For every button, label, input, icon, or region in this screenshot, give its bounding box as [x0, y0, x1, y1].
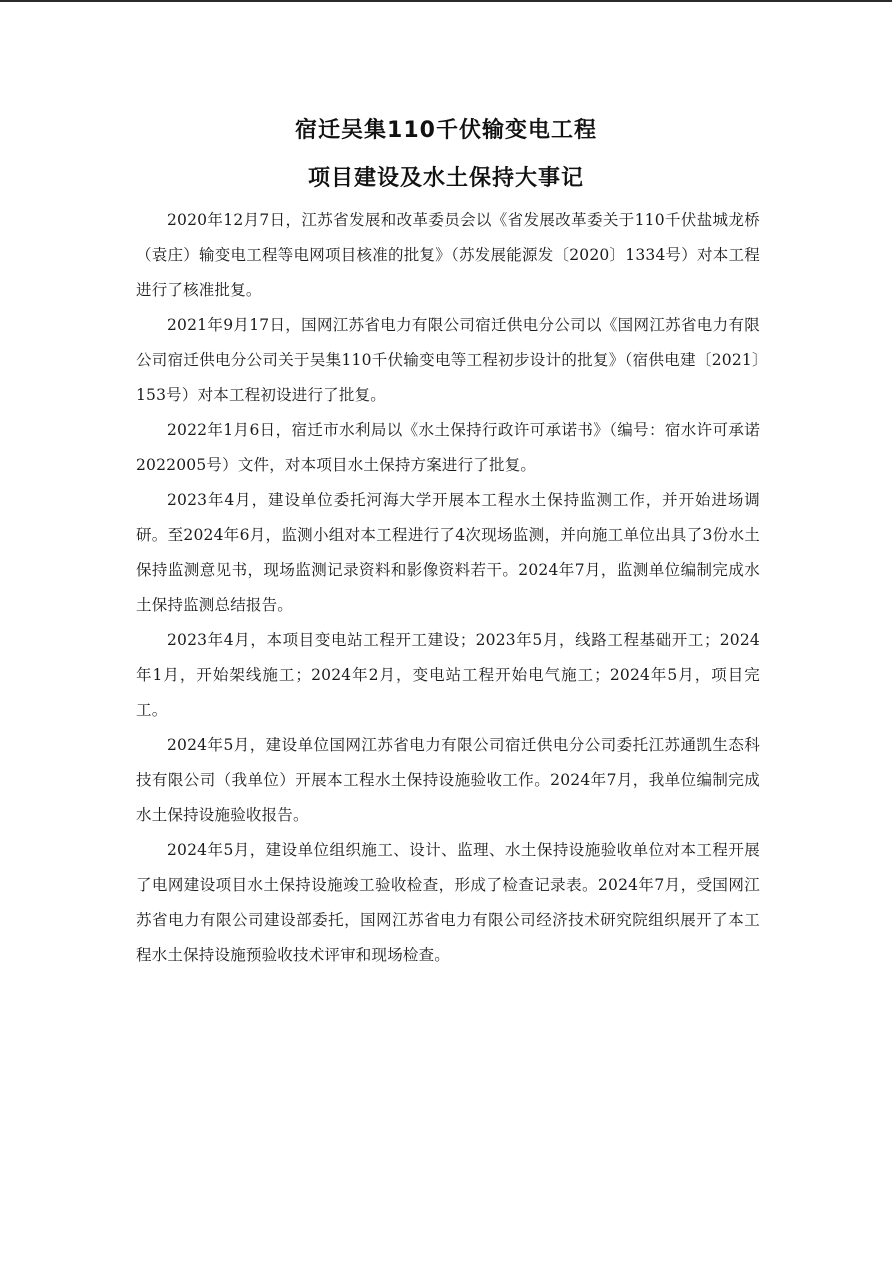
paragraph-approval-2020: 2020年12月7日，江苏省发展和改革委员会以《省发展改革委关于110千伏盐城龙桥（袁庄）输变电工程等电网项目核准的批复》（苏发展能源发〔2020〕1334号）对本工程进行了核准批复。: [136, 211, 760, 299]
document-title-line-2: 项目建设及水土保持大事记: [307, 166, 584, 191]
paragraph-monitoring-2023: 2023年4月，建设单位委托河海大学开展本工程水土保持监测工作，并开始进场调研。至2024年6月，监测小组对本工程进行了4次现场监测，并向施工单位出具了3份水土保持监测意见书，现场监测记录资料和影像资料若干。2024年7月，监测单位编制完成水土保持监测总结报告。: [136, 491, 760, 614]
document-body: [136, 203, 760, 973]
paragraph-design-approval-2021: 2021年9月17日，国网江苏省电力有限公司宿迁供电分公司以《国网江苏省电力有限公司宿迁供电分公司关于吴集110千伏输变电等工程初步设计的批复》（宿供电建〔2021〕153号）对本工程初设进行了批复。: [136, 316, 760, 404]
paragraph-acceptance-commission: 2024年5月，建设单位国网江苏省电力有限公司宿迁供电分公司委托江苏通凯生态科技有限公司（我单位）开展本工程水土保持设施验收工作。2024年7月，我单位编制完成水土保持设施验收报告。: [136, 736, 760, 824]
paragraph-soil-plan-approval-2022: 2022年1月6日，宿迁市水利局以《水土保持行政许可承诺书》（编号：宿水许可承诺2022005号）文件，对本项目水土保持方案进行了批复。: [136, 421, 760, 474]
paragraph-completion-inspection: 2024年5月，建设单位组织施工、设计、监理、水土保持设施验收单位对本工程开展了电网建设项目水土保持设施竣工验收检查，形成了检查记录表。2024年7月，受国网江苏省电力有限公司建设部委托，国网江苏省电力有限公司经济技术研究院组织展开了本工程水土保持设施预验收技术评审和现场检查。: [136, 841, 760, 964]
paragraph-construction-timeline: 2023年4月，本项目变电站工程开工建设；2023年5月，线路工程基础开工；2024年1月，开始架线施工；2024年2月，变电站工程开始电气施工；2024年5月，项目完工。: [136, 631, 760, 719]
document-title-line-1: 宿迁吴集110千伏输变电工程: [295, 118, 597, 143]
